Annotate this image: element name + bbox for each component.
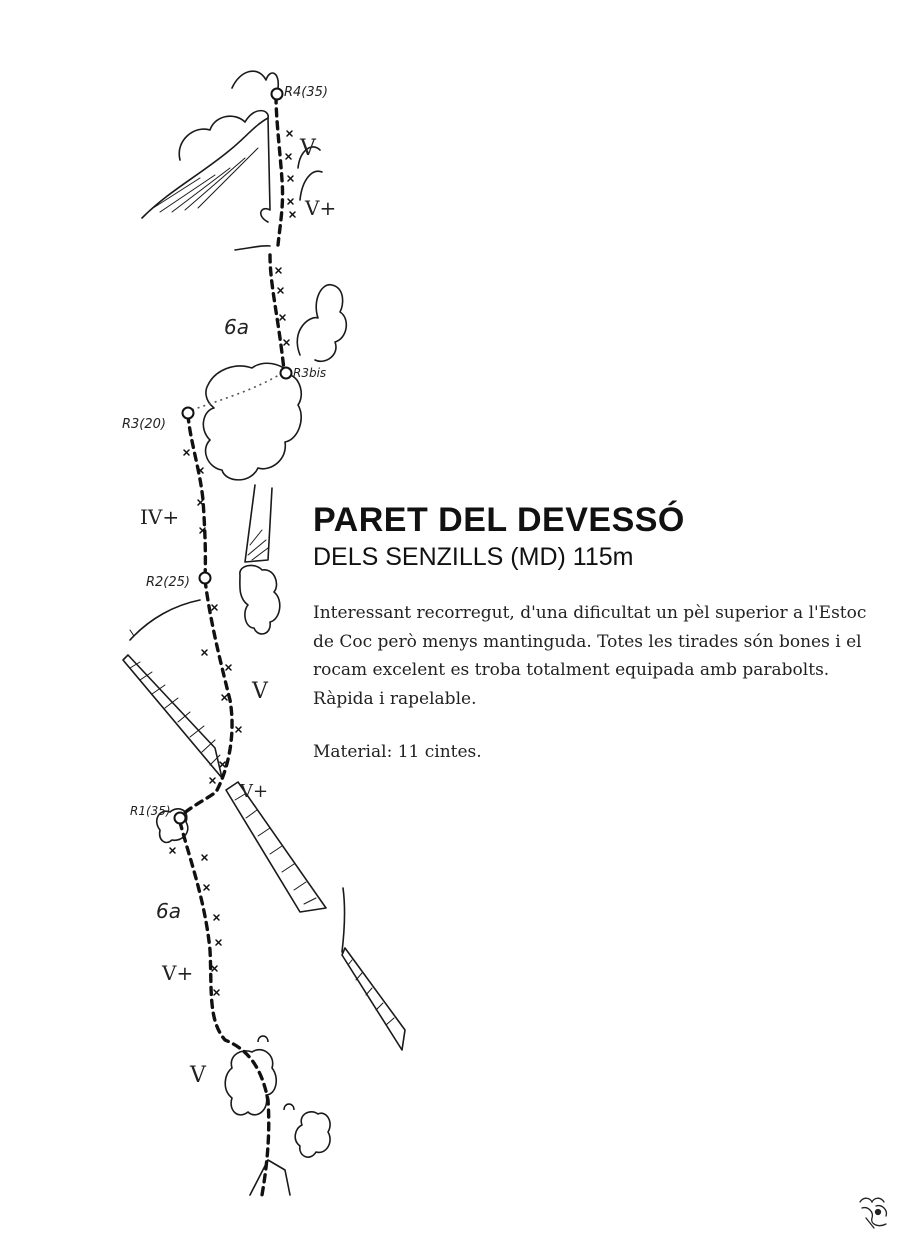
grade-p1-bottom: V	[190, 1063, 206, 1088]
belay-ring-r2	[200, 573, 211, 584]
belay-label-r3bis: R3bis	[293, 366, 327, 380]
bolt-mark	[288, 176, 293, 181]
bolt-mark	[278, 288, 283, 293]
belay-ring-r1	[175, 813, 186, 824]
r2-bush	[240, 565, 280, 634]
summit-bush	[179, 71, 278, 160]
route-description: Interessant recorregut, d'una dificultat un pèl superior a l'Estoc de Coc però menys mantinguda. Totes les tirades són bones i el rocam excelent es troba totalment equipada amb parabolts. Ràpida i rapelable.	[313, 603, 867, 709]
route-subtitle: DELS SENZILLS (MD) 115m	[313, 543, 634, 571]
grade-p5-bottom: V+	[305, 196, 337, 220]
grade-p3: IV+	[140, 505, 180, 529]
ledge-upper	[235, 246, 270, 250]
climber-logo-icon	[852, 1188, 896, 1232]
summit-rock	[142, 118, 270, 222]
bolt-mark	[170, 848, 175, 853]
bolt-mark	[236, 727, 241, 732]
band-upper	[123, 655, 222, 778]
bolt-mark	[214, 990, 219, 995]
base-rock	[250, 1160, 290, 1195]
bolt-mark	[210, 778, 215, 783]
bottom-bush-2	[295, 1112, 330, 1157]
bolt-mark	[276, 268, 281, 273]
bolt-mark	[280, 315, 285, 320]
cliff-tick	[130, 630, 134, 636]
flake	[245, 485, 272, 562]
band-right	[342, 948, 405, 1050]
route-line-p1	[180, 822, 269, 1195]
grade-p1-top: 6a	[156, 899, 181, 923]
bolt-mark	[222, 695, 227, 700]
bolt-mark	[220, 762, 225, 767]
route-line-p3	[188, 415, 205, 578]
bolt-mark	[226, 665, 231, 670]
belay-label-r4: R4(35)	[284, 85, 328, 100]
flake-hatch	[248, 530, 268, 560]
bolt-mark	[204, 885, 209, 890]
bolt-mark	[202, 855, 207, 860]
ledge-r2	[130, 600, 200, 640]
edge-right	[342, 888, 345, 952]
piton-mark	[284, 1104, 294, 1110]
bolt-mark	[214, 915, 219, 920]
bolt-mark	[202, 650, 207, 655]
grade-p2-bottom: V+	[240, 781, 269, 802]
route-material: Material: 11 cintes.	[313, 742, 482, 762]
belay-ring-r4	[272, 89, 283, 100]
bolt-mark	[212, 966, 217, 971]
piton-mark	[258, 1036, 268, 1042]
band-right-hatch	[348, 960, 394, 1025]
grade-p1-mid: V+	[162, 961, 194, 985]
bolt-mark	[287, 131, 292, 136]
belay-ring-r3	[183, 408, 194, 419]
bolt-mark	[286, 154, 291, 159]
bolt-mark	[290, 212, 295, 217]
bolt-mark	[198, 500, 203, 505]
bolt-mark	[216, 940, 221, 945]
big-bush	[203, 363, 301, 480]
bolt-mark	[212, 605, 217, 610]
bolt-mark	[288, 199, 293, 204]
belay-label-r3: R3(20)	[122, 417, 166, 432]
wall-title: PARET DEL DEVESSÓ	[313, 501, 685, 539]
route-line-p5	[276, 96, 283, 245]
band-lower-hatch	[235, 794, 316, 904]
belay-label-r1: R1(35)	[130, 804, 171, 818]
belay-ring-r3bis	[281, 368, 292, 379]
belay-label-r2: R2(25)	[146, 575, 190, 590]
bolt-mark	[284, 340, 289, 345]
grade-p4: 6a	[224, 315, 249, 339]
band-upper-hatch	[130, 662, 220, 765]
bolt-mark	[184, 450, 189, 455]
grade-p2-top: V	[252, 679, 268, 704]
grade-p5-top: V	[300, 136, 316, 161]
r3bis-bush	[297, 285, 346, 362]
summit-hatch	[150, 148, 258, 212]
